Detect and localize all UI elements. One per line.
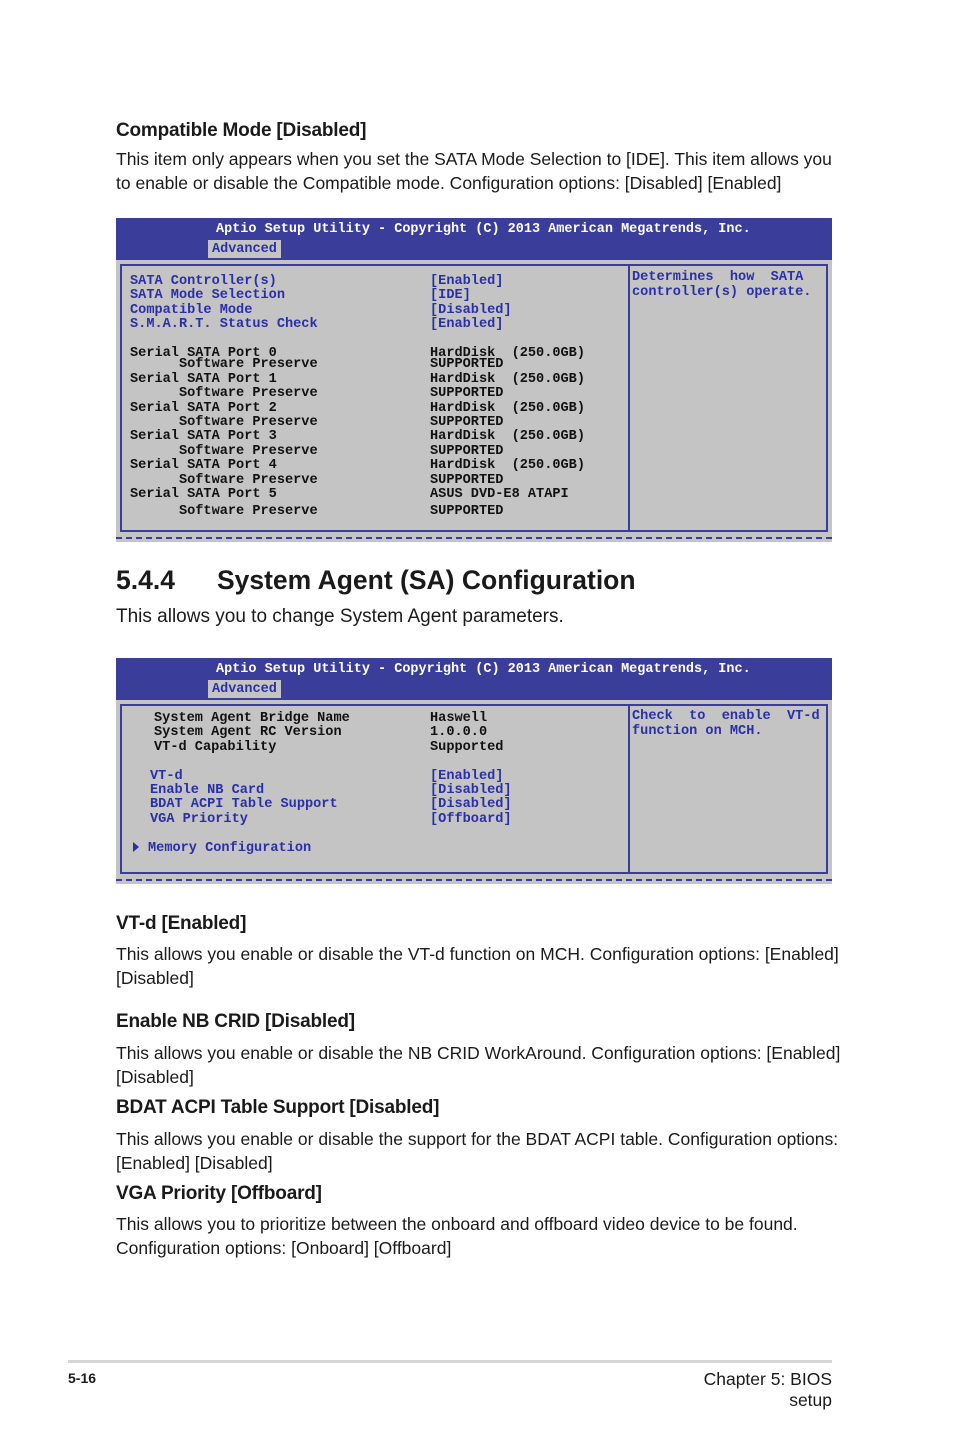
tab-advanced[interactable]: Advanced xyxy=(208,240,281,258)
info-value: Haswell xyxy=(430,711,488,726)
option-vtd[interactable]: VT-d xyxy=(150,769,183,784)
bios-info-value: SUPPORTED xyxy=(430,386,504,401)
bios-option-label[interactable]: S.M.A.R.T. Status Check xyxy=(130,317,318,332)
bios-info-value: SUPPORTED xyxy=(430,473,504,488)
bios-screen-system-agent xyxy=(116,658,832,884)
bios-info-label: Serial SATA Port 5 xyxy=(130,487,277,502)
info-label: System Agent Bridge Name xyxy=(154,711,350,726)
bios-option-label[interactable]: SATA Controller(s) xyxy=(130,274,277,289)
bios-info-value: HardDisk (250.0GB) xyxy=(430,401,585,416)
bios-info-label: Serial SATA Port 1 xyxy=(130,372,277,387)
help-line1: Check to enable VT-d xyxy=(632,709,820,724)
bios-info-value: HardDisk (250.0GB) xyxy=(430,429,585,444)
nbcrid-para-line2: [Disabled] xyxy=(116,1066,194,1087)
vtd-description xyxy=(116,943,846,990)
option-bdat-acpi[interactable]: BDAT ACPI Table Support xyxy=(150,797,338,812)
nbcrid-description xyxy=(116,1042,846,1089)
bios-info-label: Serial SATA Port 0 xyxy=(130,346,277,361)
bios-option-label[interactable]: SATA Mode Selection xyxy=(130,288,285,303)
tab-advanced[interactable]: Advanced xyxy=(208,680,281,698)
bios-info-label: Serial SATA Port 2 xyxy=(130,401,277,416)
vga-para-line2: Configuration options: [Onboard] [Offboard] xyxy=(116,1237,452,1258)
bios-info-label: Software Preserve xyxy=(130,357,318,372)
bios-info-label: Serial SATA Port 4 xyxy=(130,458,277,473)
bios-info-label: Software Preserve xyxy=(130,415,318,430)
bios-help-text xyxy=(632,270,832,300)
info-row-bridge-name xyxy=(154,711,350,726)
nbcrid-para-line1: This allows you enable or disable the NB CRID WorkAround. Configuration options: [Enabled] xyxy=(116,1043,841,1063)
vtd-para-line1: This allows you enable or disable the VT-d function on MCH. Configuration options: [Enabled] xyxy=(116,944,839,964)
bios-option-value[interactable]: [Enabled] xyxy=(430,274,504,289)
info-label: VT-d Capability xyxy=(154,740,277,755)
bios-screen-sata xyxy=(116,218,832,542)
bios-info-label: Serial SATA Port 3 xyxy=(130,429,277,444)
help-line2: function on MCH. xyxy=(632,724,763,739)
vtd-heading: VT-d [Enabled] xyxy=(116,913,247,934)
option-vga-priority-value[interactable]: [Offboard] xyxy=(430,812,512,827)
bios-info-label: Software Preserve xyxy=(130,504,318,519)
bios-info-value: SUPPORTED xyxy=(430,357,504,372)
help-line2: controller(s) operate. xyxy=(632,285,812,300)
bios-panel-divider xyxy=(628,264,630,530)
bios-option-label[interactable]: Compatible Mode xyxy=(130,303,253,318)
compatible-para-line1: This item only appears when you set the SATA Mode Selection to [IDE]. This item allows you xyxy=(116,149,832,169)
submenu-memory-configuration[interactable]: Memory Configuration xyxy=(148,841,312,856)
vga-description xyxy=(116,1213,846,1260)
bios-header xyxy=(116,658,832,700)
option-vtd-value[interactable]: [Enabled] xyxy=(430,769,504,784)
bios-info-value: ASUS DVD-E8 ATAPI xyxy=(430,487,569,502)
bdat-heading: BDAT ACPI Table Support [Disabled] xyxy=(116,1097,440,1118)
bios-option-value[interactable]: [Enabled] xyxy=(430,317,504,332)
section-title: System Agent (SA) Configuration xyxy=(216,565,636,595)
bios-info-value: SUPPORTED xyxy=(430,444,504,459)
section-number: 5.4.4 xyxy=(116,565,175,595)
bios-panel-divider xyxy=(628,704,630,872)
section-heading xyxy=(116,565,636,596)
bios-info-value: SUPPORTED xyxy=(430,504,504,519)
option-bdat-acpi-value[interactable]: [Disabled] xyxy=(430,797,512,812)
footer-rule xyxy=(68,1360,832,1363)
option-vga-priority[interactable]: VGA Priority xyxy=(150,812,248,827)
bios-info-value: SUPPORTED xyxy=(430,415,504,430)
option-enable-nb-card-value[interactable]: [Disabled] xyxy=(430,783,512,798)
info-value: 1.0.0.0 xyxy=(430,725,488,740)
info-label: System Agent RC Version xyxy=(154,725,342,740)
info-value: Supported xyxy=(430,740,504,755)
submenu-arrow-icon xyxy=(133,842,139,852)
chapter-label: Chapter 5: BIOS setup xyxy=(703,1369,832,1410)
bios-option-value[interactable]: [Disabled] xyxy=(430,303,512,318)
vga-heading: VGA Priority [Offboard] xyxy=(116,1183,322,1204)
bios-title: Aptio Setup Utility - Copyright (C) 2013 American Megatrends, Inc. xyxy=(216,222,751,237)
compatible-para-line2: to enable or disable the Compatible mode. Configuration options: [Disabled] [Enabled] xyxy=(116,172,782,193)
section-intro: This allows you to change System Agent parameters. xyxy=(116,606,564,627)
page-number: 5-16 xyxy=(68,1370,97,1386)
bdat-description xyxy=(116,1128,846,1175)
bios-bottom-dashes xyxy=(116,879,832,881)
vga-para-line1: This allows you to prioritize between the onboard and offboard video device to be found. xyxy=(116,1214,798,1234)
nbcrid-heading: Enable NB CRID [Disabled] xyxy=(116,1011,355,1032)
bdat-para-line1: This allows you enable or disable the support for the BDAT ACPI table. Configuration options: xyxy=(116,1129,839,1149)
bios-info-label: Software Preserve xyxy=(130,386,318,401)
bios-option-value[interactable]: [IDE] xyxy=(430,288,471,303)
bios-title: Aptio Setup Utility - Copyright (C) 2013 American Megatrends, Inc. xyxy=(216,662,751,677)
info-row-vtd-capability xyxy=(154,740,276,755)
bios-header xyxy=(116,218,832,260)
bios-help-text xyxy=(632,709,832,739)
bios-info-value: HardDisk (250.0GB) xyxy=(430,372,585,387)
info-row-rc-version xyxy=(154,725,342,740)
bdat-para-line2: [Enabled] [Disabled] xyxy=(116,1152,273,1173)
bios-info-label: Software Preserve xyxy=(130,444,318,459)
help-line1: Determines how SATA xyxy=(632,270,804,285)
bios-bottom-dashes xyxy=(116,537,832,539)
bios-info-value: HardDisk (250.0GB) xyxy=(430,458,585,473)
vtd-para-line2: [Disabled] xyxy=(116,967,194,988)
compatible-mode-description xyxy=(116,148,856,195)
option-enable-nb-card[interactable]: Enable NB Card xyxy=(150,783,265,798)
bios-info-label: Software Preserve xyxy=(130,473,318,488)
bios-info-value: HardDisk (250.0GB) xyxy=(430,346,585,361)
compatible-mode-heading: Compatible Mode [Disabled] xyxy=(116,120,367,141)
